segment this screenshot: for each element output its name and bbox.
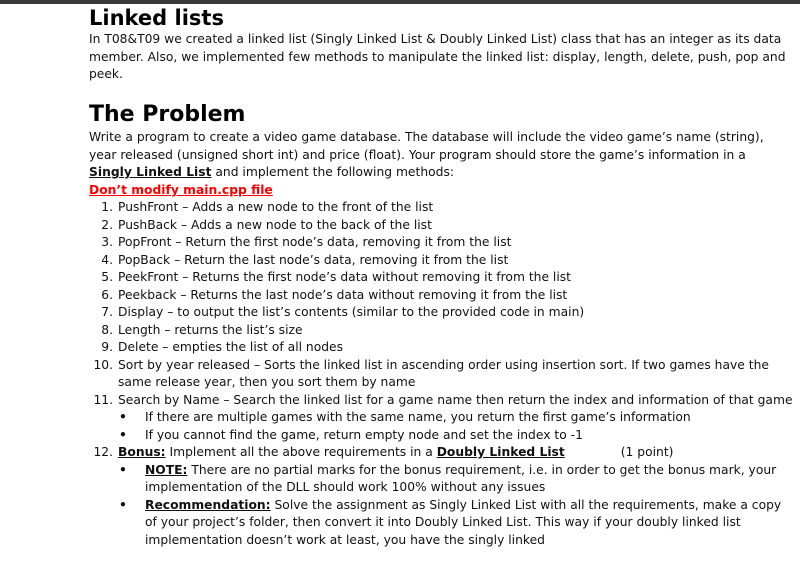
warning-note: Don’t modify main.cpp file [89,183,273,197]
item-number: 5. [101,270,113,284]
intro-paragraph: In T08&T09 we created a linked list (Singly Linked List & Doubly Linked List) class that has an integer as its data member. Also, we implemented few methods to manipulate the linked list: display, length, delete, push, pop and peek. [89,32,786,81]
item-number: 6. [101,287,113,302]
methods-list [89,199,794,549]
item-text: Delete – empties the list of all nodes [118,340,344,354]
bullet-text: If there are multiple games with the same name, you return the first game’s information [145,410,691,424]
item-text: PeekFront – Returns the first node’s data without removing it from the list [118,270,571,284]
singly-linked-list-emphasis: Singly Linked List [89,165,212,179]
item-number: 4. [101,252,113,267]
list-item-bonus [89,444,794,462]
list-item [89,234,794,252]
bullet-item [87,427,794,445]
item-text: Sort by year released – Sorts the linked list in ascending order using insertion sort. If two games have the same release year, then you sort them by name [118,357,769,389]
item-number: 9. [101,340,113,354]
list-item [89,392,794,410]
doubly-linked-list-emphasis: Doubly Linked List [436,445,565,459]
item-number: 2. [101,217,113,232]
heading-the-problem: The Problem [89,102,246,127]
list-item [89,322,794,340]
list-item [89,269,794,287]
list-item [89,252,794,270]
list-item [89,287,794,305]
window-top-border [0,0,800,4]
bonus-notes [87,462,794,550]
item-number: 3. [101,235,113,249]
list-item [89,217,794,235]
bullet-icon: • [119,497,127,512]
item-number: 7. [101,305,113,319]
bullet-text: If you cannot find the game, return empty node and set the index to -1 [145,427,583,442]
bonus-points: (1 point) [620,445,674,459]
search-notes [87,409,794,444]
list-item [89,304,794,322]
problem-text-start: Write a program to create a video game database. The database will include the video game’s name (string), year released (unsigned short int) and price (float). Your program should store the game’s information in a [89,130,764,162]
list-item [89,357,794,392]
item-number: 10. [93,357,113,372]
heading-linked-lists: Linked lists [89,6,224,30]
problem-paragraph [89,129,789,182]
item-text: PushBack – Adds a new node to the back of the list [118,217,432,232]
item-text: Search by Name – Search the linked list for a game name then return the index and information of that game [118,392,793,407]
item-number: 11. [93,392,113,407]
item-number: 1. [101,200,113,214]
bonus-label: Bonus: [118,445,166,459]
bullet-icon: • [119,462,127,477]
item-text: Display – to output the list’s contents (similar to the provided code in main) [118,305,585,319]
list-item [89,199,794,217]
item-number: 12. [93,445,113,459]
bullet-item [87,462,794,497]
item-text: PushFront – Adds a new node to the front of the list [118,200,434,214]
item-text: PopFront – Return the first node’s data, removing it from the list [118,235,512,249]
bullet-item [87,409,794,427]
item-text: Length – returns the list’s size [118,322,303,337]
bullet-icon: • [119,410,127,424]
problem-text-end: and implement the following methods: [211,165,454,179]
list-item [89,339,794,357]
recommendation-text: Solve the assignment as Singly Linked List with all the requirements, make a copy of your project’s folder, then convert it into Doubly Linked List. This way if your doubly linked list implementation doesn’t work at least, you have the singly linked [145,497,782,547]
bullet-icon: • [119,427,127,442]
recommendation-label: Recommendation: [145,497,271,512]
bonus-text: Implement all the above requirements in a [165,445,437,459]
note-text: There are no partial marks for the bonus requirement, i.e. in order to get the bonus mark, your implementation of the DLL should work 100% without any issues [145,462,777,494]
item-text: Peekback – Returns the last node’s data without removing it from the list [118,287,568,302]
bullet-item [87,497,794,550]
item-number: 8. [101,322,113,337]
note-label: NOTE: [145,462,188,477]
item-text: PopBack – Return the last node’s data, removing it from the list [118,252,509,267]
